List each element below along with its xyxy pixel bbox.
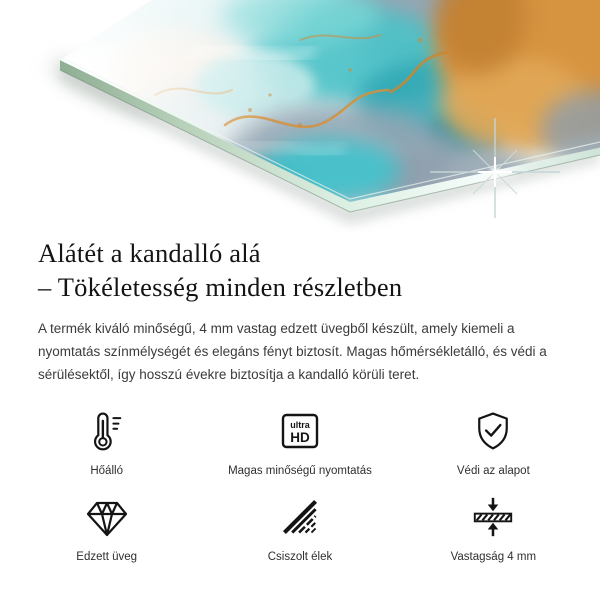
svg-text:ultra: ultra [290,420,310,430]
feature-label: Edzett üveg [76,551,138,563]
page-title [38,236,562,304]
thickness-icon [468,493,518,541]
ultra-hd-icon [276,407,324,455]
feature-tempered-glass [10,493,203,563]
feature-label: Hőálló [90,465,123,477]
feature-polished-edges [203,493,396,563]
feature-protects-base [397,407,590,477]
feature-label: Védi az alapot [456,465,530,477]
polished-edges-icon [278,493,322,541]
feature-label: Magas minőségű nyomtatás [228,465,372,477]
feature-label: Vastagság 4 mm [450,551,537,563]
svg-text:HD: HD [290,430,310,445]
feature-print-quality [203,407,396,477]
feature-label: Csiszolt élek [267,551,333,563]
page-title-line2: – Tökéletesség minden részletben [38,272,403,302]
product-description: A termék kiváló minőségű, 4 mm vastag edzett üvegből készült, amely kiemeli a nyomtatás színmélységét és elegáns fényt biztosít. Magas hőmérsékletálló, és védi a sérülésektől, így hosszú évekre biztosítja a kandalló körüli teret. [38,321,547,382]
feature-heat-resistant [10,407,203,477]
thermometer-icon [85,407,129,455]
product-photo [0,0,600,232]
feature-thickness [397,493,590,563]
features-grid [10,407,590,563]
diamond-icon [83,493,131,541]
page-title-line1: Alátét a kandalló alá [38,238,261,268]
shield-check-icon [471,407,515,455]
